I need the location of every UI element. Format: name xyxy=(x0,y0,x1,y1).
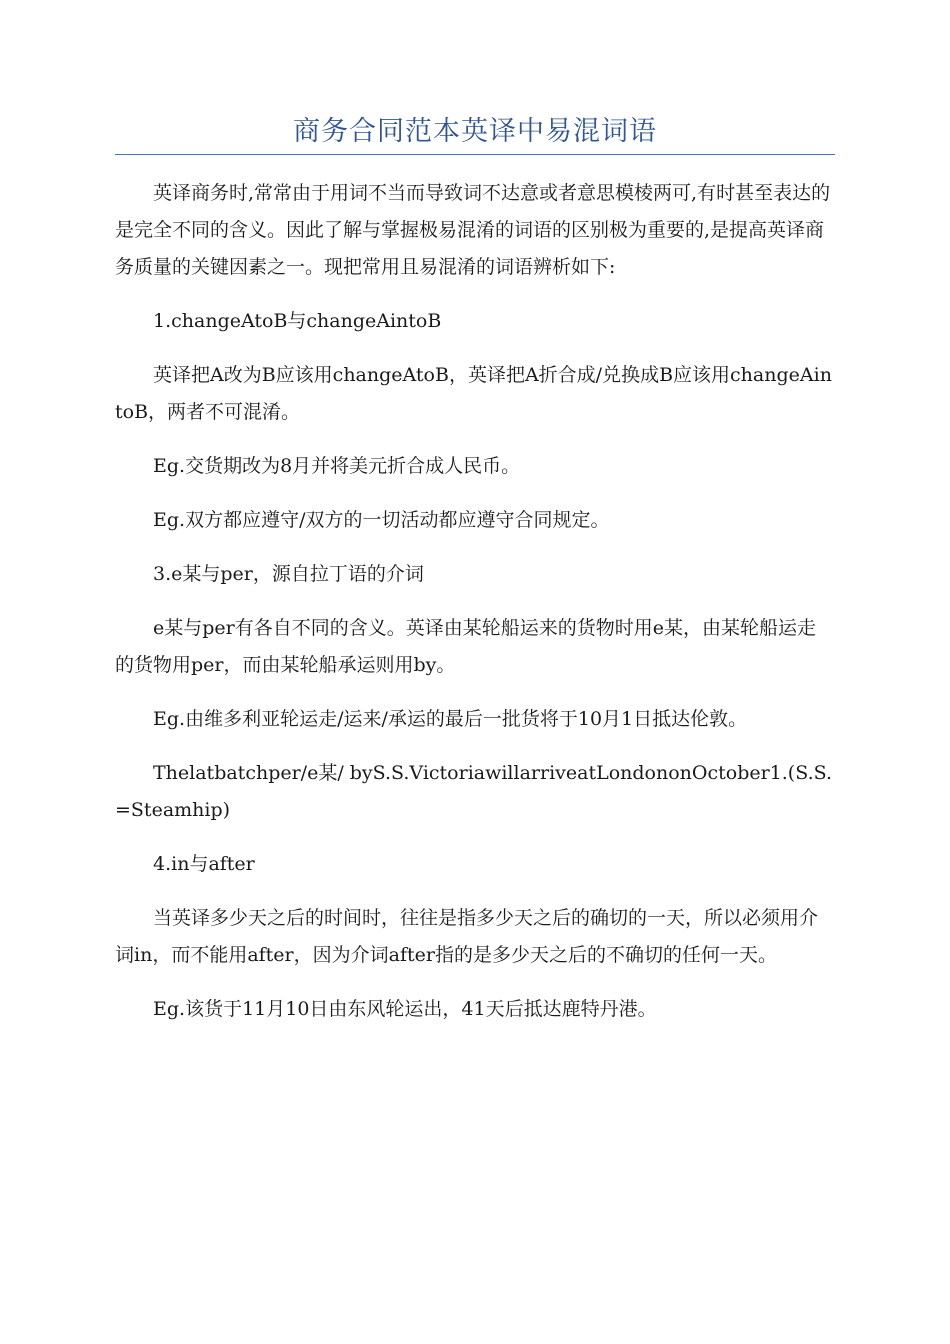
paragraph-example: Eg.交货期改为8月并将美元折合成人民币。 xyxy=(153,455,521,477)
paragraph-example: Eg.由维多利亚轮运走/运来/承运的最后一批货将于10月1日抵达伦敦。 xyxy=(153,708,748,730)
paragraph-intro: 英译商务时,常常由于用词不当而导致词不达意或者意思模棱两可,有时甚至表达的是完全不同的含义。因此了解与掌握极易混淆的词语的区别极为重要的,是提高英译商务质量的关键因素之一。现把常用且易混淆的词语辨析如下: xyxy=(115,182,831,278)
paragraph: 当英译多少天之后的时间时，往往是指多少天之后的确切的一天，所以必须用介词in，而不能用after，因为介词after指的是多少天之后的不确切的任何一天。 xyxy=(115,907,819,966)
paragraph: 英译把A改为B应该用changeAtoB，英译把A折合成/兑换成B应该用changeAintoB，两者不可混淆。 xyxy=(115,364,832,423)
document-body xyxy=(115,175,833,1045)
paragraph: e某与per有各自不同的含义。英译由某轮船运来的货物时用e某，由某轮船运走的货物用per，而由某轮船承运则用by。 xyxy=(115,617,816,676)
paragraph-example: Eg.该货于11月10日由东风轮运出，41天后抵达鹿特丹港。 xyxy=(153,998,657,1020)
paragraph-heading-4: 4.in与after xyxy=(153,853,255,875)
paragraph-heading-1: 1.changeAtoB与changeAintoB xyxy=(153,310,442,332)
paragraph-example: Eg.双方都应遵守/双方的一切活动都应遵守合同规定。 xyxy=(153,509,610,531)
title-underline xyxy=(115,154,835,155)
paragraph-example-english: Thelatbatchper/e某/ byS.S.VictoriawillarriveatLondononOctober1.(S.S.=Steamhip) xyxy=(115,762,832,821)
document-title: 商务合同范本英译中易混词语 xyxy=(293,116,657,147)
paragraph-heading-3: 3.e某与per，源自拉丁语的介词 xyxy=(153,563,424,585)
